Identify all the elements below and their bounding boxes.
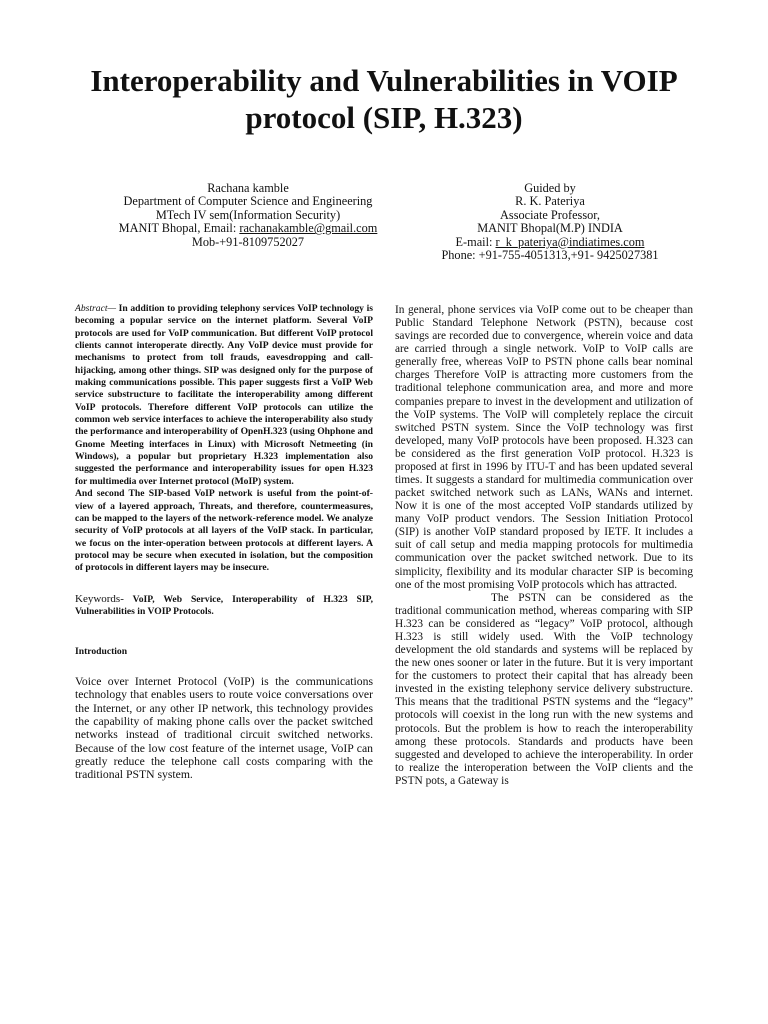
guide-name: R. K. Pateriya	[515, 194, 585, 209]
introduction-heading: Introduction	[75, 646, 128, 658]
introduction-text: Voice over Internet Protocol (VoIP) is the communications technology that enables users to route voice conversations over the Internet, or any other IP network, this technology provides the capability of making phone calls over the packet switched networks instead of traditional circuit switched networks. Because of the low cost feature of the internet usage, VoIP can greatly reduce the telephone call costs comparing with the traditional PSTN system.	[75, 675, 373, 782]
guide-label: Guided by	[524, 181, 576, 195]
guide-email-link[interactable]: r_k_pateriya@indiatimes.com	[495, 234, 645, 249]
body-paragraph-2: The PSTN can be considered as the traditional communication method, whereas comparing with SIP H.323 can be considered as “legacy” VoIP protocol, although H.323 is still widely used. With the VoIP technology development the old standards and systems will be replaced by the new ones sooner or later in the future. But it is very important for the customers to protect their capital that has already been invested in the existing telephony service delivery substructure. This means that the traditional PSTN systems and the “legacy” protocols will coexist in the long run with the new systems and protocols. But the problem is how to reach the interoperability among these protocols. Standards and products have been suggested and developed to achieve the interoperability. In order to realize the interoperation between the VoIP clients and the PSTN pots, a Gateway is	[395, 591, 693, 787]
author-block-left	[78, 182, 418, 249]
author-program: MTech IV sem(Information Security)	[155, 207, 341, 222]
author-affiliation-line	[78, 222, 418, 235]
body-paragraph-1: In general, phone services via VoIP come out to be cheaper than Public Standard Telephone Network (PSTN), because cost savings are recorded due to convergence, wherein voice and data are carried through a single network. VoIP to VoIP calls are generally free, whereas VoIP to PSTN phone calls bear nominal charges Therefore VoIP is attracting more customers from the traditional telephone communication area, and more and more companies prepare to invest in the development and utilization of the VoIP systems. The VoIP will completely replace the circuit switched PSTN system. Since the VoIP technology was first developed, many VoIP protocols have been proposed. H.323 can be considered as the first generation VoIP protocol. H.323 is proposed at first in 1996 by ITU-T and has been updated several times. It suggests a standard for multimedia communication over packet switched network such as LANs, WANs and internet. Now it is one of the most accepted VoIP standards utilized by many VoIP product vendors. The Session Initiation Protocol (SIP) is another VoIP standard proposed by IETF. It includes a suit of call setup and media mapping protocols for multimedia communication over the packet switched network. Due to its simplicity, flexibility and its modular character SIP is becoming one of the most promising VoIP protocols which has attracted.	[395, 304, 693, 591]
guide-position: Associate Professor,	[500, 207, 600, 222]
keywords-text: VoIP, Web Service, Interoperability of H.323 SIP, Vulnerabilities in VOIP Protocols.	[75, 593, 373, 617]
author-mobile: Mob-+91-8109752027	[191, 234, 305, 249]
author-department: Department of Computer Science and Engineering	[123, 194, 373, 209]
abstract-text: In addition to providing telephony services VoIP technology is becoming a popular service on the internet platform. Several VoIP protocols are used for VoIP communication. But different VoIP protocol clients cannot interoperate directly. Any VoIP device must provide for mechanisms to protect from toll frauds, eavesdropping and call-hijacking, among other things. SIP was designed only for the purpose of making communications possible. This paper suggests first a VoIP Web service substructure to facilitate the interoperability among different VoIP protocols. Therefore different VoIP protocols can utilize the common web service interfaces to achieve the interoperability also study the performance and interoperability of OpenH.323 (using Ohphone and Gnome Meeting interfaces in Linux) with Microsoft Netmeeting (in Windows), a popular but proprietary H.323 implementation also suggested the performance and interoperability issues for open H.323 for multimedia over Internet protocol (MoIP) system.	[75, 303, 373, 487]
guide-affiliation: MANIT Bhopal(M.P) INDIA	[477, 221, 623, 236]
abstract	[75, 303, 373, 488]
author-block-right	[400, 182, 700, 262]
left-column	[75, 303, 373, 781]
keywords	[75, 593, 373, 619]
guide-phone: Phone: +91-755-4051313,+91- 9425027381	[441, 248, 659, 263]
author-email-link[interactable]: rachanakamble@gmail.com	[239, 221, 378, 236]
keywords-label: Keywords-	[75, 592, 124, 605]
abstract-text-2: And second The SIP-based VoIP network is useful from the point-of-view of a layered approach, Threats, and therefore, countermeasures, can be mapped to the layers of the network-reference model. We analyze security of VoIP protocols at all layers of the VoIP stack. In particular, we focus on the inter-operation between protocols at different layers. A protocol may be secure when executed in isolation, but the composition of protocols in different layers may be insecure.	[75, 488, 373, 574]
paper-title: Interoperability and Vulnerabilities in VOIP protocol (SIP, H.323)	[90, 63, 678, 135]
author-name: Rachana kamble	[207, 181, 289, 195]
guide-email-label: E-mail:	[455, 234, 496, 249]
guide-email-line	[400, 236, 700, 249]
abstract-label: Abstract—	[75, 303, 117, 314]
right-column	[395, 304, 693, 788]
author-affiliation: MANIT Bhopal, Email:	[118, 221, 240, 236]
